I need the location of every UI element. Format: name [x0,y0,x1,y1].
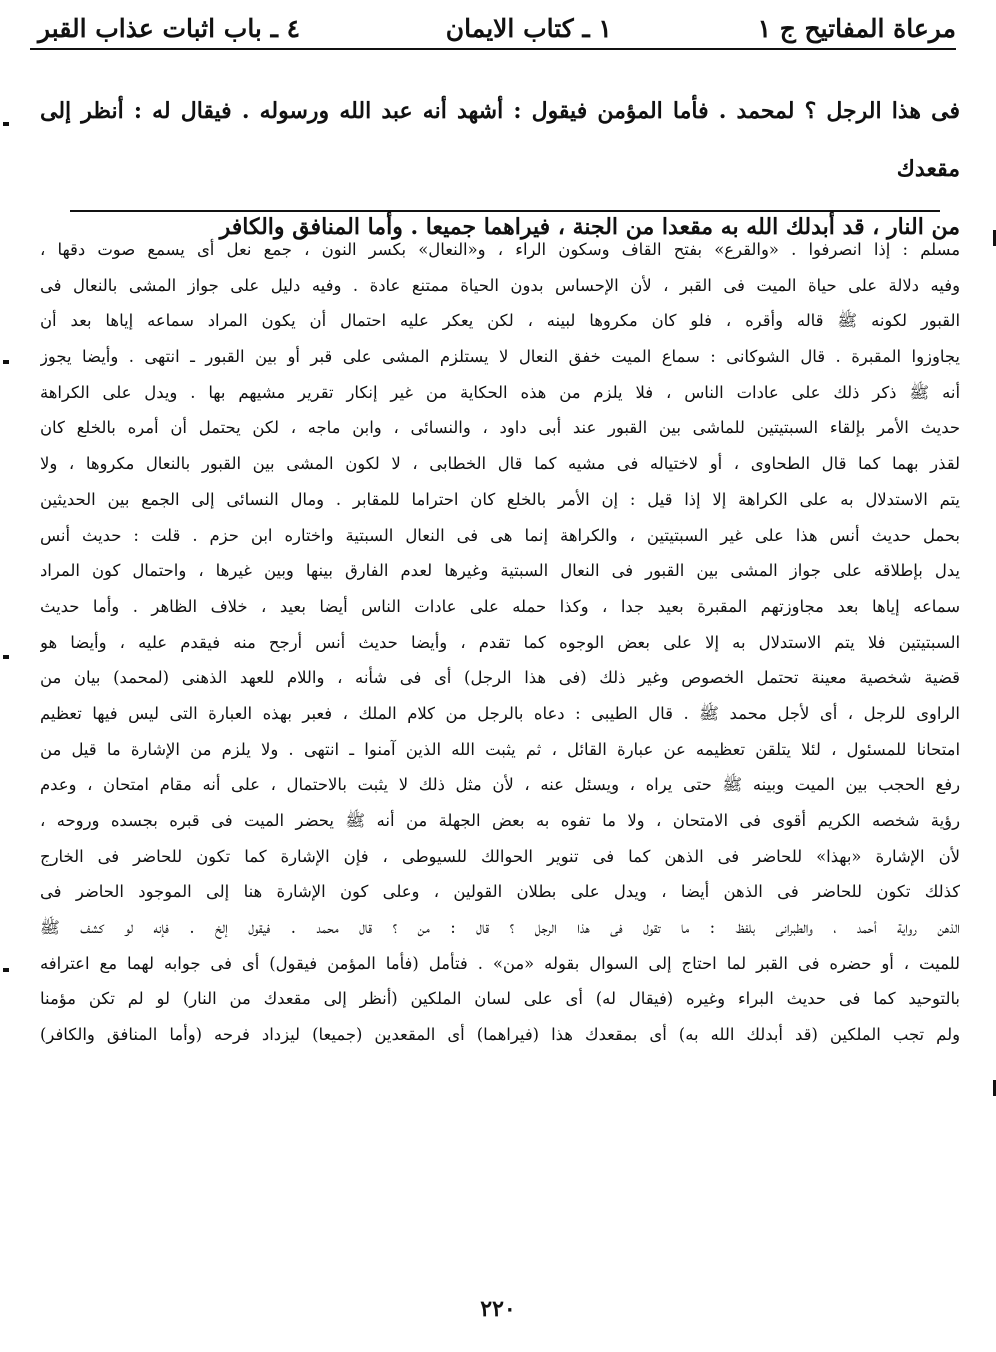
margin-mark [3,360,9,364]
commentary-line: يتم الاستدلال به على الكراهة إلا إذا قيل : إن الأمر بالخلع كان احتراما للمقابر . ومال النسائى إلى الجمع بين الحديثين [40,489,960,509]
commentary-line: أنه ﷺ ذكر ذلك على عادات الناس ، فلا يلزم من هذه الحكاية من غير إنكار تقرير مشيهم بها . ويدل على الكراهة [40,382,960,402]
commentary-line: القبور لكونه ﷺ قاله وأقره ، فلو كان مكروها لبينه ، لكن يعكر عليه احتمال أن يكون المراد سماعه إياها بعد أن [40,311,960,331]
margin-mark [3,122,9,126]
commentary-line: لأن الإشارة «بهذا» للحاضر فى الذهن كما فى تنوير الحوالك للسيوطى ، فإن الإشارة كما تكون للحاضر فى الخارج [40,846,960,866]
book-title: ١ ـ كتاب الايمان [445,13,612,43]
header-rule [30,48,956,50]
running-header [38,6,956,50]
volume-title: مرعاة المفاتيح ج ١ [757,13,956,43]
chapter-title: ٤ ـ باب اثبات عذاب القبر [38,13,301,43]
hadith-line: فى هذا الرجل ؟ لمحمد . فأما المؤمن فيقول : أشهد أنه عبد الله ورسوله . فيقال له : أنظر إلى مقعدك [40,98,960,182]
commentary-line: سماعه إياها بعد مجاوزتهم المقبرة بعيد جدا ، وكذا حمله على عادات الناس أيضا بعيد ، خلاف الظاهر . وأما حديث [40,596,960,616]
commentary-line: الذهن رواية أحمد ، والطبرانى بلفظ : ما تقول فى هذا الرجل ؟ قال : من ؟ قال محمد . فيقول إلخ . فإنه لو كشف ﷺ [40,918,960,938]
commentary-line: لقذر بهما كما قال الطحاوى ، أو لاختياله فى مشيه كما قال الخطابى ، لا لكون المشى بين القبور بالنعال مكروها ، ولا [40,454,960,474]
commentary-line: السبتيتين فلا يتم الاستدلال به إلا على بعض الوجوه كما تقدم ، وأيضا حديث أنس أرجح منه فيقدم عليه ، وأيضا هو [40,632,960,652]
commentary-line: رفع الحجب بين الميت وبينه ﷺ حتى يراه ، ويسئل عنه ، لأن مثل ذلك لا يثبت بالاحتمال ، على أنه مقام امتحان ، وعدم [40,775,960,795]
commentary-line: رؤية شخصه الكريم أقوى فى الامتحان ، ولا ما تفوه به بعض الجهلة من أنه ﷺ يحضر الميت فى قبره بجسده وروحه ، [40,811,960,830]
commentary-line: قضية شخصية معينة تحتمل الخصوص وغير ذلك (فى هذا الرجل) أى فى شأنه ، واللام للعهد الذهنى (لمحمد) بيان من [40,668,960,688]
commentary-line: امتحانا للمسئول ، لئلا يتلقن تعظيمه عن عبارة القائل ، ثم يثبت الله الذين آمنوا ـ انتهى . ولا يلزم من الإشارة ما قيل من [40,739,960,759]
commentary-line: مسلم : إذا انصرفوا . «والقرع» بفتح القاف وسكون الراء ، و«النعال» بكسر النون ، جمع نعل أى يسمع صوت دقها ، [40,240,960,259]
commentary-line: يجاوزوا المقبرة . قال الشوكانى : سماع الميت خفق النعال لا يستلزم المشى على قبر أو بين القبور ـ انتهى . وأيضا يجوز [40,347,960,367]
separator-rule [70,210,940,212]
hadith-text [40,82,960,256]
commentary-line: بحمل حديث أنس هذا على غير السبتيتين ، والكراهة إنما هى فى النعال السبتية واختاره ابن حزم . قلت : حديث أنس [40,525,960,545]
commentary-line: للميت ، أو حضره فى القبر لما احتاج إلى السوال بقوله «من» . فتأمل (فأما المؤمن فيقول) أى فى جوابه لهما مع اعترافه [40,953,960,973]
commentary-line: بالتوحيد كما فى حديث البراء وغيره (فيقال له) أى على لسان الملكين (أنظر إلى مقعدك من النار) لو لم تكن مؤمنا [40,989,960,1009]
commentary-line: ولم تجب الملكين (قد أبدلك الله به) أى بمقعدك هذا (فيراهما) أى المقعدين (جميعا) ليزداد فرحه (وأما المنافق والكافر) [40,1025,960,1045]
commentary-line: يدل بإطلاقه على جواز المشى بين القبور فى النعال السبتية وغيرها لعدم الفارق بينها وبين غيرها ، واحتمال كون المراد [40,561,960,581]
commentary-line: وفيه دلالة على حياة الميت فى القبر ، لأن الإحساس بدون الحياة ممتنع عادة . وفيه دليل على جواز المشى بالنعال فى [40,275,960,295]
margin-mark [3,655,9,659]
commentary-line: حديث الأمر بإلقاء السبتيتين للماشى بين القبور عند أبى داود ، والنسائى ، وابن ماجه ، لكن يحتمل أن أمره بالخلع كان [40,418,960,438]
page-number: ٢٢٠ [480,1296,516,1322]
margin-mark [3,968,9,972]
commentary [40,232,960,1053]
commentary-line: الراوى للرجل ، أى لأجل محمد ﷺ . قال الطيبى : دعاه بالرجل من كلام الملك ، فعبر بهذه العبارة التى ليس فيها تعظيم [40,703,960,723]
hadith-line: من النار ، قد أبدلك الله به مقعدا من الجنة ، فيراهما جميعا . وأما المنافق والكافر [219,214,960,240]
commentary-line: كذلك تكون للحاضر فى الذهن أيضا ، ويدل على بطلان القولين ، وعلى كون الإشارة هنا إلى الموجود الحاضر فى [40,882,960,902]
